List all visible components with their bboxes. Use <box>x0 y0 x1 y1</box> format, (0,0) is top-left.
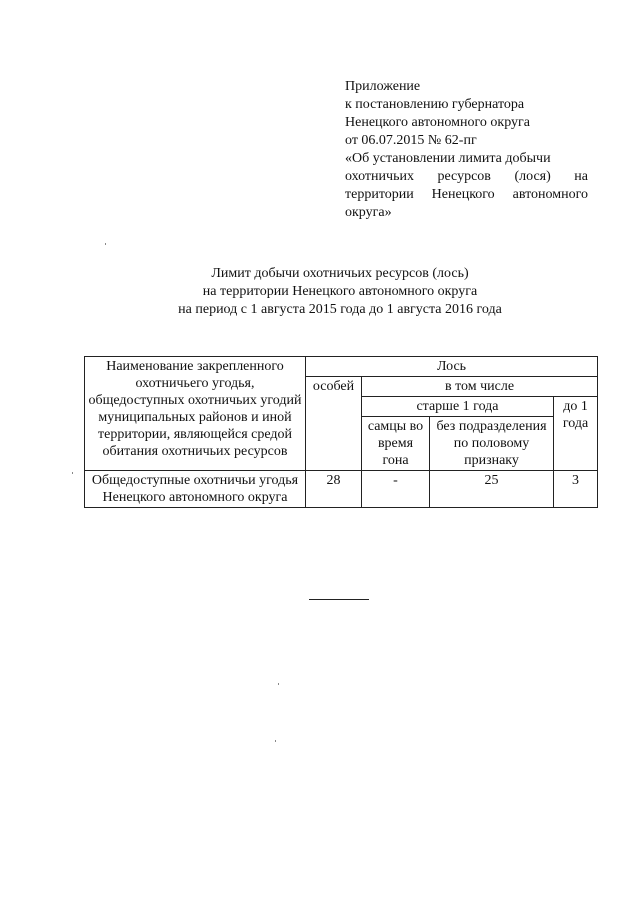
title-line: Лимит добычи охотничьих ресурсов (лось) <box>211 266 469 281</box>
title-line: на период с 1 августа 2015 года до 1 августа 2016 года <box>178 302 502 317</box>
row-no-division: 25 <box>430 471 554 508</box>
row-name: Общедоступные охотничьи угодья Ненецкого автономного округа <box>85 471 306 508</box>
header-younger: до 1 года <box>554 397 598 471</box>
limits-table <box>84 356 598 508</box>
scan-speck <box>275 740 276 742</box>
header-older: старше 1 года <box>362 397 554 417</box>
closing-divider <box>309 599 369 600</box>
header-including: в том числе <box>362 377 598 397</box>
appendix-quote-line: «Об установлении лимита добычи <box>345 151 551 166</box>
header-name-column: Наименование закрепленного охотничьего угодья, общедоступных охотничьих угодий муниципальных районов и иной территории, являющейся средой обитания охотничьих ресурсов <box>85 357 306 471</box>
scan-speck <box>278 683 279 685</box>
header-males: самцы во время гона <box>362 417 430 471</box>
appendix-quote-line: округа» <box>345 205 392 220</box>
header-species: Лось <box>306 357 598 377</box>
appendix-quote-line: территории Ненецкого автономного <box>345 187 588 202</box>
appendix-line: к постановлению губернатора <box>345 97 525 112</box>
appendix-block <box>345 78 588 222</box>
appendix-line: Ненецкого автономного округа <box>345 115 530 130</box>
appendix-line: Приложение <box>345 79 421 94</box>
row-total: 28 <box>306 471 362 508</box>
scan-speck <box>105 243 106 245</box>
header-total: особей <box>306 377 362 471</box>
table-row <box>85 471 598 508</box>
appendix-quote-line: охотничьих ресурсов (лося) на <box>345 169 588 184</box>
row-males: - <box>362 471 430 508</box>
scan-speck <box>72 472 73 474</box>
row-younger: 3 <box>554 471 598 508</box>
header-no-division: без подразделения по половому признаку <box>430 417 554 471</box>
title-line: на территории Ненецкого автономного округа <box>202 284 478 299</box>
appendix-line: от 06.07.2015 № 62-пг <box>345 133 477 148</box>
document-title <box>70 265 610 319</box>
